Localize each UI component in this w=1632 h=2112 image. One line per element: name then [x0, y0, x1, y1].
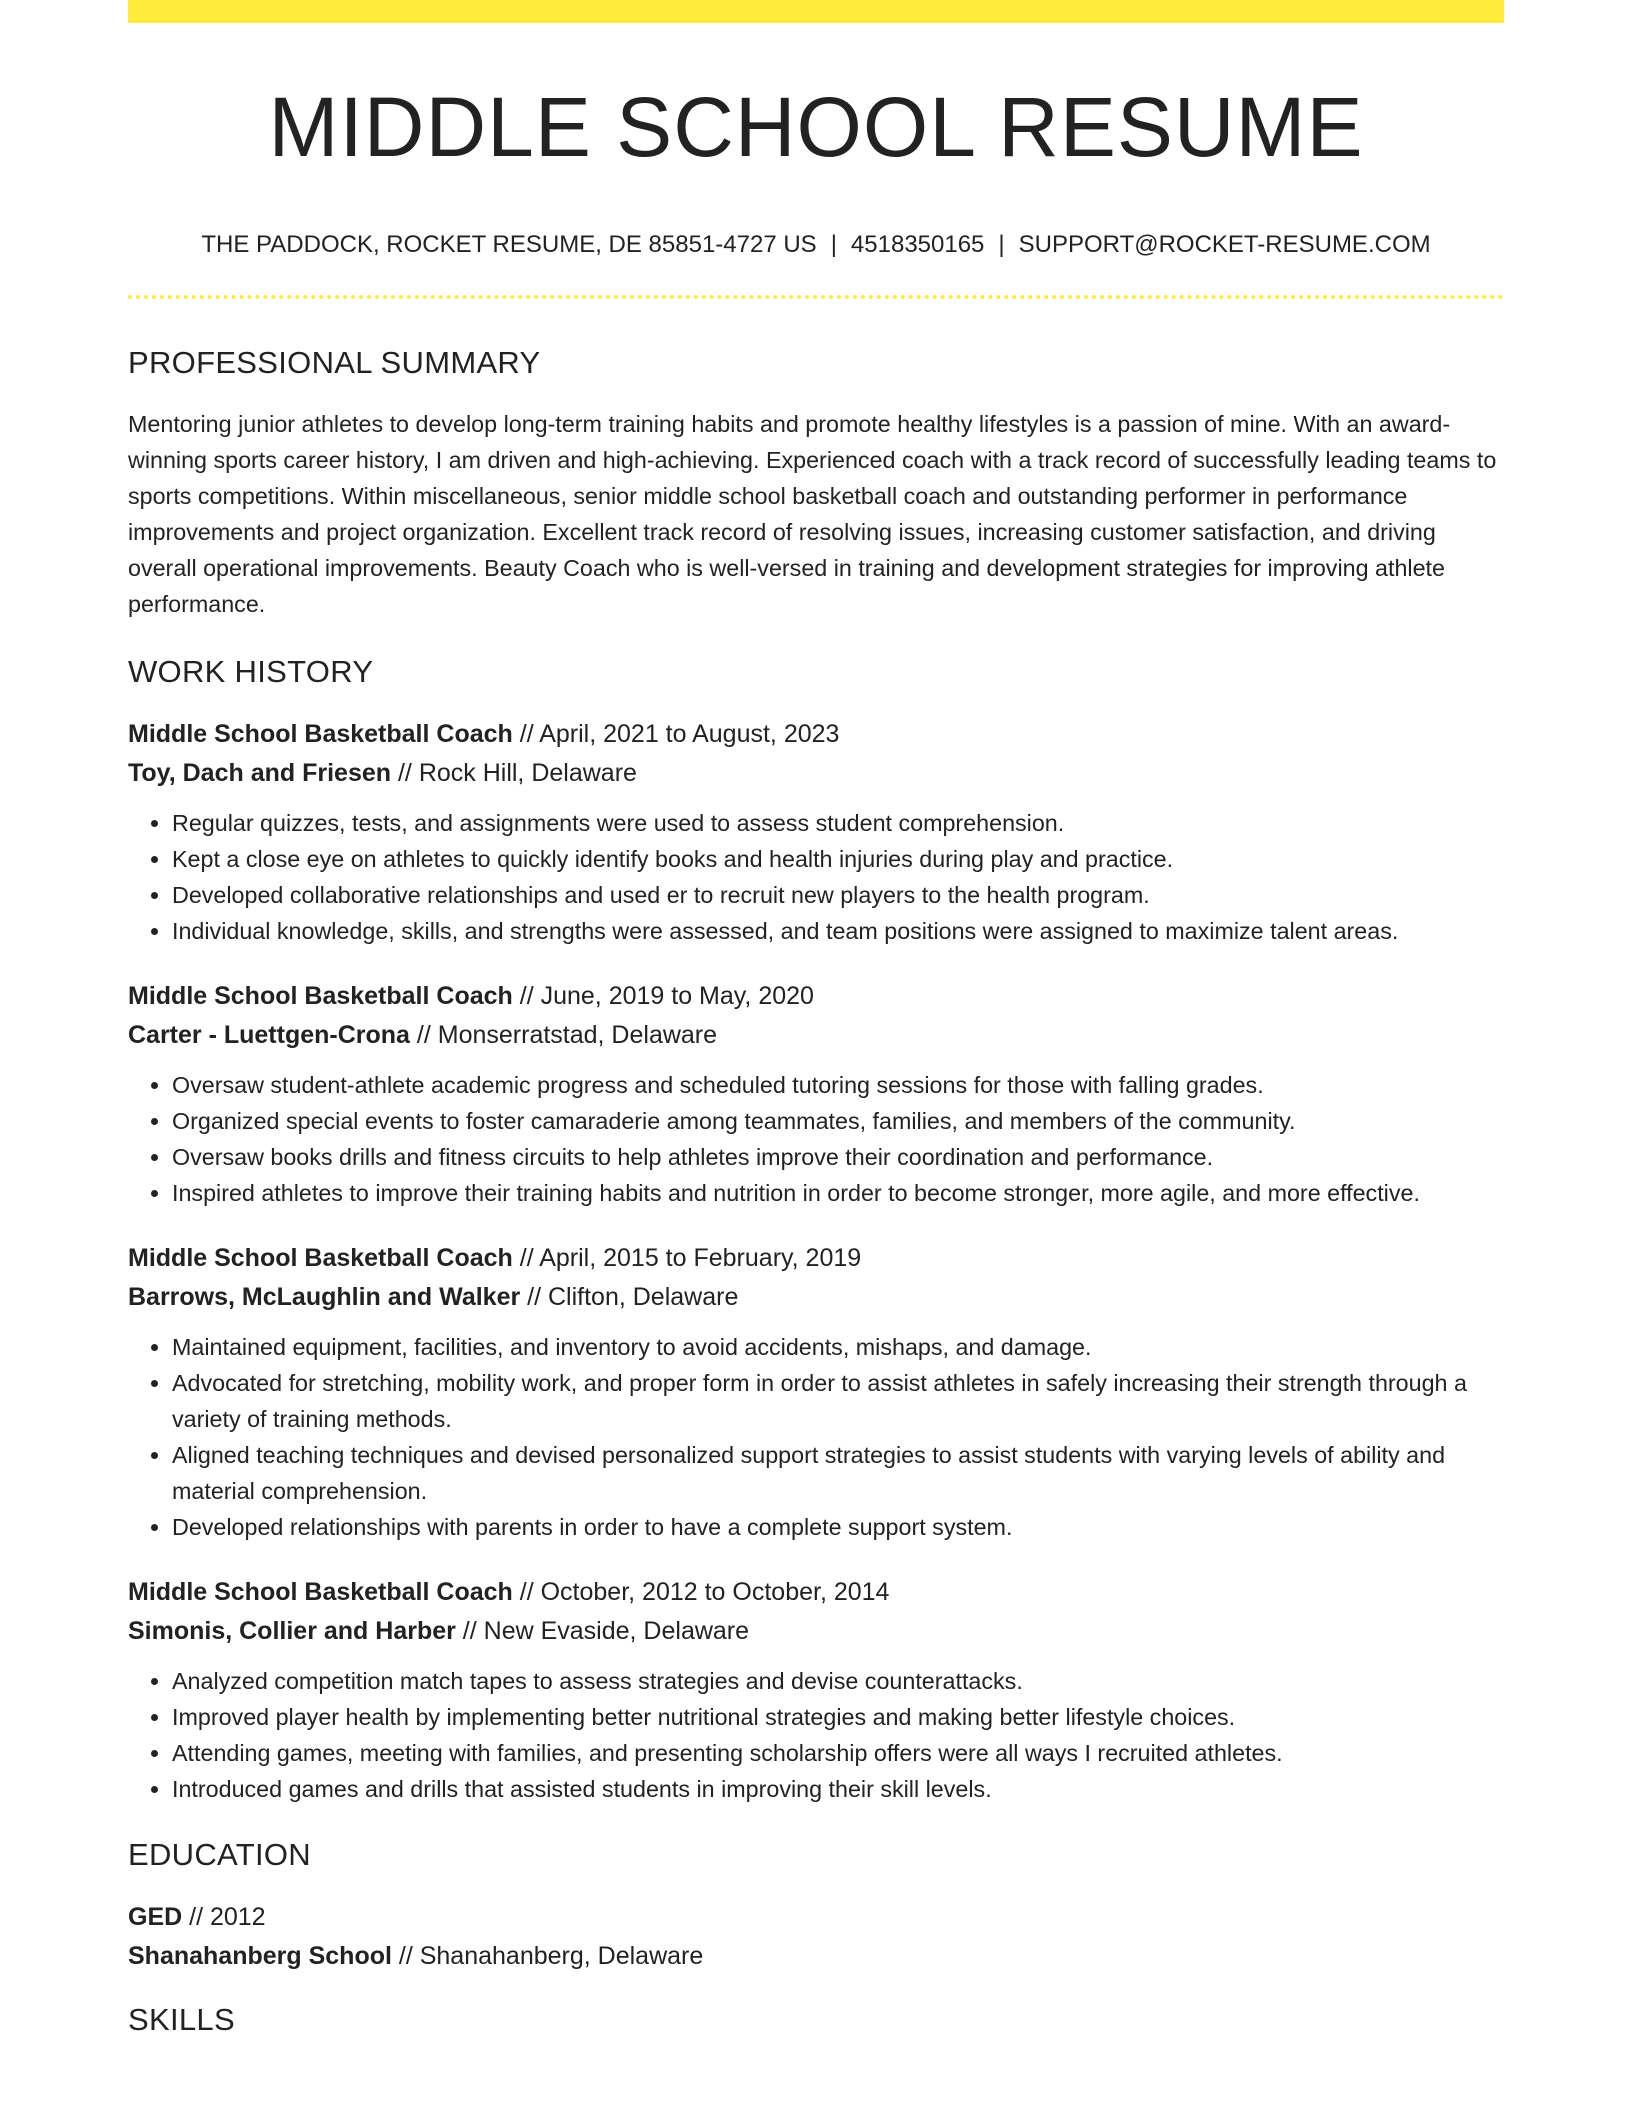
job-dates: // April, 2015 to February, 2019 [512, 1244, 862, 1272]
job-bullet: • Oversaw student-athlete academic progress and scheduled tutoring sessions for those with falling grades. [172, 1067, 1504, 1103]
education-entry [128, 1898, 1504, 1976]
job-bullet: • Developed collaborative relationships and used er to recruit new players to the health program. [172, 877, 1504, 913]
job-bullet: • Advocated for stretching, mobility work, and proper form in order to assist athletes in safely increasing their strength through a variety of training methods. [172, 1365, 1504, 1437]
job-dates: // April, 2021 to August, 2023 [512, 720, 840, 748]
education-school-line [128, 1937, 1504, 1976]
job-bullet: • Oversaw books drills and fitness circuits to help athletes improve their coordination and performance. [172, 1139, 1504, 1175]
job-location: // Monserratstad, Delaware [409, 1021, 718, 1049]
education-degree-line [128, 1898, 1504, 1937]
education-degree: GED [128, 1903, 183, 1931]
job-title-line [128, 715, 1504, 754]
job-bullet: • Improved player health by implementing better nutritional strategies and making better lifestyle choices. [172, 1699, 1504, 1735]
job-entry [128, 1573, 1504, 1807]
contact-line [128, 233, 1504, 257]
contact-separator: | [998, 231, 1005, 258]
section-title-summary: PROFESSIONAL SUMMARY [128, 345, 541, 380]
job-bullet: • Inspired athletes to improve their training habits and nutrition in order to become stronger, more agile, and more effective. [172, 1175, 1504, 1211]
job-dates: // June, 2019 to May, 2020 [512, 982, 814, 1010]
job-bullet: • Analyzed competition match tapes to assess strategies and devise counterattacks. [172, 1663, 1504, 1699]
job-bullet: • Developed relationships with parents in order to have a complete support system. [172, 1509, 1504, 1545]
job-bullets [128, 805, 1504, 949]
job-title-line [128, 1573, 1504, 1612]
job-bullet: • Introduced games and drills that assisted students in improving their skill levels. [172, 1771, 1504, 1807]
job-bullet: • Individual knowledge, skills, and strengths were assessed, and team positions were assigned to maximize talent areas. [172, 913, 1504, 949]
job-entry [128, 977, 1504, 1211]
job-bullet: • Kept a close eye on athletes to quickly identify books and health injuries during play and practice. [172, 841, 1504, 877]
job-title-line [128, 977, 1504, 1016]
job-title: Middle School Basketball Coach [128, 982, 513, 1010]
job-employer-line [128, 754, 1504, 793]
contact-email: SUPPORT@ROCKET-RESUME.COM [1018, 231, 1431, 258]
job-employer: Carter - Luettgen-Crona [128, 1021, 410, 1049]
job-bullet: • Aligned teaching techniques and devised personalized support strategies to assist students with varying levels of ability and material comprehension. [172, 1437, 1504, 1509]
job-entry [128, 1239, 1504, 1545]
job-employer: Barrows, McLaughlin and Walker [128, 1283, 521, 1311]
section-title-skills: SKILLS [128, 2002, 235, 2037]
job-location: // Rock Hill, Delaware [391, 759, 637, 787]
job-dates: // October, 2012 to October, 2014 [512, 1578, 890, 1606]
job-bullets [128, 1663, 1504, 1807]
job-title-line [128, 1239, 1504, 1278]
section-title-education: EDUCATION [128, 1837, 311, 1872]
job-employer-line [128, 1016, 1504, 1055]
summary-text: Mentoring junior athletes to develop long-term training habits and promote healthy lifestyles is a passion of mine. With an award-winning sports career history, I am driven and high-achieving. Experienced coach with a track record of successfully leading teams to sports competitions. Within miscellaneous, senior middle school basketball coach and outstanding performer in performance improvements and project organization. Excellent track record of resolving issues, increasing customer satisfaction, and driving overall operational improvements. Beauty Coach who is well-versed in training and development strategies for improving athlete performance. [128, 411, 1497, 617]
job-entry [128, 715, 1504, 949]
accent-top-bar [128, 0, 1504, 23]
job-bullets [128, 1067, 1504, 1211]
contact-separator: | [830, 231, 837, 258]
resume-page [128, 0, 1504, 2035]
dotted-divider [128, 295, 1504, 299]
job-bullets [128, 1329, 1504, 1545]
job-bullet: • Organized special events to foster camaraderie among teammates, families, and members of the community. [172, 1103, 1504, 1139]
job-bullet: • Attending games, meeting with families, and presenting scholarship offers were all ways I recruited athletes. [172, 1735, 1504, 1771]
job-location: // New Evaside, Delaware [455, 1617, 750, 1645]
job-employer-line [128, 1278, 1504, 1317]
contact-address: THE PADDOCK, ROCKET RESUME, DE 85851-4727 US [201, 231, 817, 258]
resume-name: MIDDLE SCHOOL RESUME [268, 80, 1364, 174]
job-location: // Clifton, Delaware [520, 1283, 739, 1311]
job-bullet: • Maintained equipment, facilities, and inventory to avoid accidents, mishaps, and damage. [172, 1329, 1504, 1365]
education-year: // 2012 [182, 1903, 266, 1931]
job-title: Middle School Basketball Coach [128, 1578, 513, 1606]
job-bullet: • Regular quizzes, tests, and assignments were used to assess student comprehension. [172, 805, 1504, 841]
job-employer-line [128, 1612, 1504, 1651]
job-title: Middle School Basketball Coach [128, 1244, 513, 1272]
education-school: Shanahanberg School [128, 1942, 392, 1970]
job-employer: Toy, Dach and Friesen [128, 759, 392, 787]
section-title-work-history: WORK HISTORY [128, 654, 374, 689]
job-employer: Simonis, Collier and Harber [128, 1617, 456, 1645]
contact-phone: 4518350165 [850, 231, 985, 258]
education-location: // Shanahanberg, Delaware [391, 1942, 704, 1970]
job-title: Middle School Basketball Coach [128, 720, 513, 748]
